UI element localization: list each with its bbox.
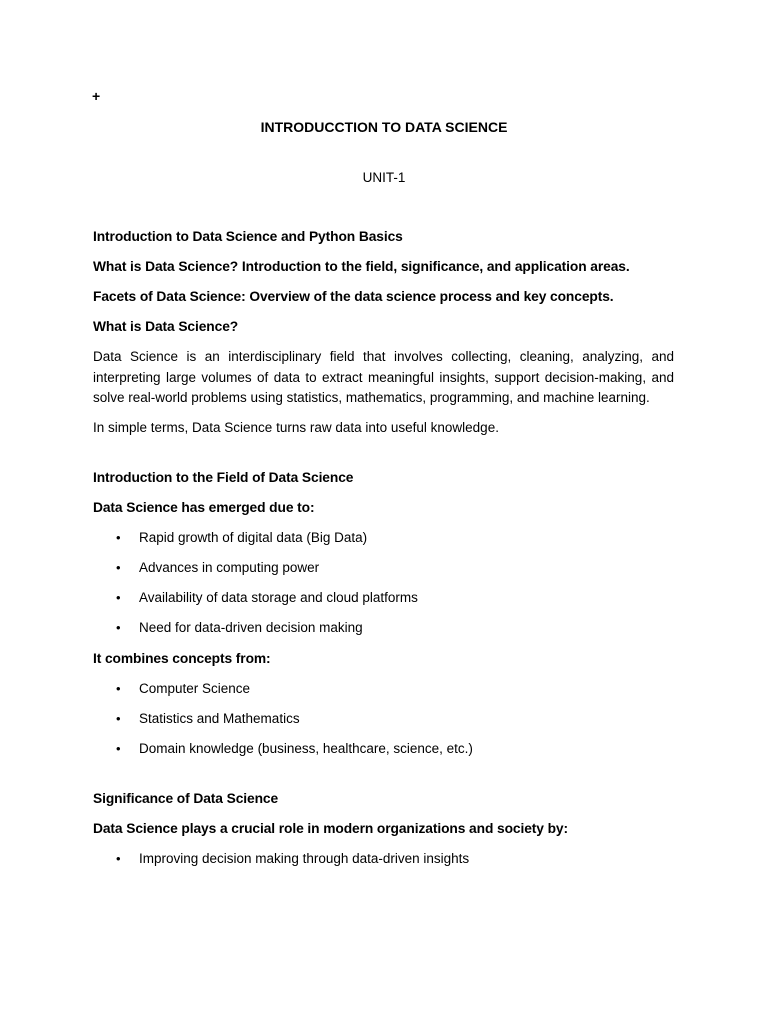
list-item [93, 849, 674, 869]
bullet-icon: • [116, 710, 121, 726]
bullet-icon: • [116, 680, 121, 696]
section-gap [93, 769, 674, 789]
list-item [93, 739, 674, 759]
heading-significance: Significance of Data Science [93, 791, 279, 807]
combines-list [93, 679, 674, 759]
heading-role: Data Science plays a crucial role in modern organizations and society by: [93, 821, 568, 837]
paragraph-simple-terms: In simple terms, Data Science turns raw data into useful knowledge. [93, 420, 499, 436]
bullet-icon: • [116, 620, 121, 636]
heading-what-is-field: What is Data Science? Introduction to the field, significance, and application areas. [93, 259, 630, 274]
unit-label: UNIT-1 [362, 170, 406, 185]
emerged-list [93, 528, 674, 639]
bullet-icon: • [116, 740, 121, 756]
list-item-text: Need for data-driven decision making [139, 620, 363, 636]
document-title: INTRODUCCTION TO DATA SCIENCE [260, 119, 508, 135]
list-item [93, 709, 674, 729]
list-item [93, 558, 674, 578]
paragraph-definition: Data Science is an interdisciplinary field that involves collecting, cleaning, analyzing, and interpreting large volumes of data to extract meaningful insights, support decision-making, and solve real-world problems using statistics, mathematics, programming, and machine learning. [93, 349, 674, 406]
list-item [93, 528, 674, 548]
bullet-icon: • [116, 529, 121, 545]
bullet-icon: • [116, 851, 121, 867]
heading-facets: Facets of Data Science: Overview of the data science process and key concepts. [93, 289, 614, 304]
heading-intro-python: Introduction to Data Science and Python Basics [93, 229, 403, 244]
list-item [93, 618, 674, 638]
list-item-text: Advances in computing power [139, 560, 320, 575]
heading-what-is: What is Data Science? [93, 319, 239, 334]
heading-field-section: Introduction to the Field of Data Science [93, 469, 354, 485]
bullet-icon: • [116, 590, 121, 606]
list-item-text: Statistics and Mathematics [139, 710, 300, 726]
plus-marker: + [92, 88, 101, 104]
heading-emerged: Data Science has emerged due to: [93, 499, 315, 515]
list-item-text: Availability of data storage and cloud platforms [139, 590, 418, 606]
document-body [93, 227, 674, 879]
list-item-text: Rapid growth of digital data (Big Data) [139, 529, 368, 545]
list-item [93, 588, 674, 608]
list-item-text: Improving decision making through data-driven insights [139, 851, 470, 867]
section-gap [93, 448, 674, 468]
bullet-icon: • [116, 560, 121, 575]
role-list [93, 849, 674, 869]
list-item [93, 679, 674, 699]
list-item-text: Domain knowledge (business, healthcare, science, etc.) [139, 740, 473, 756]
heading-combines: It combines concepts from: [93, 650, 271, 666]
list-item-text: Computer Science [139, 680, 251, 696]
